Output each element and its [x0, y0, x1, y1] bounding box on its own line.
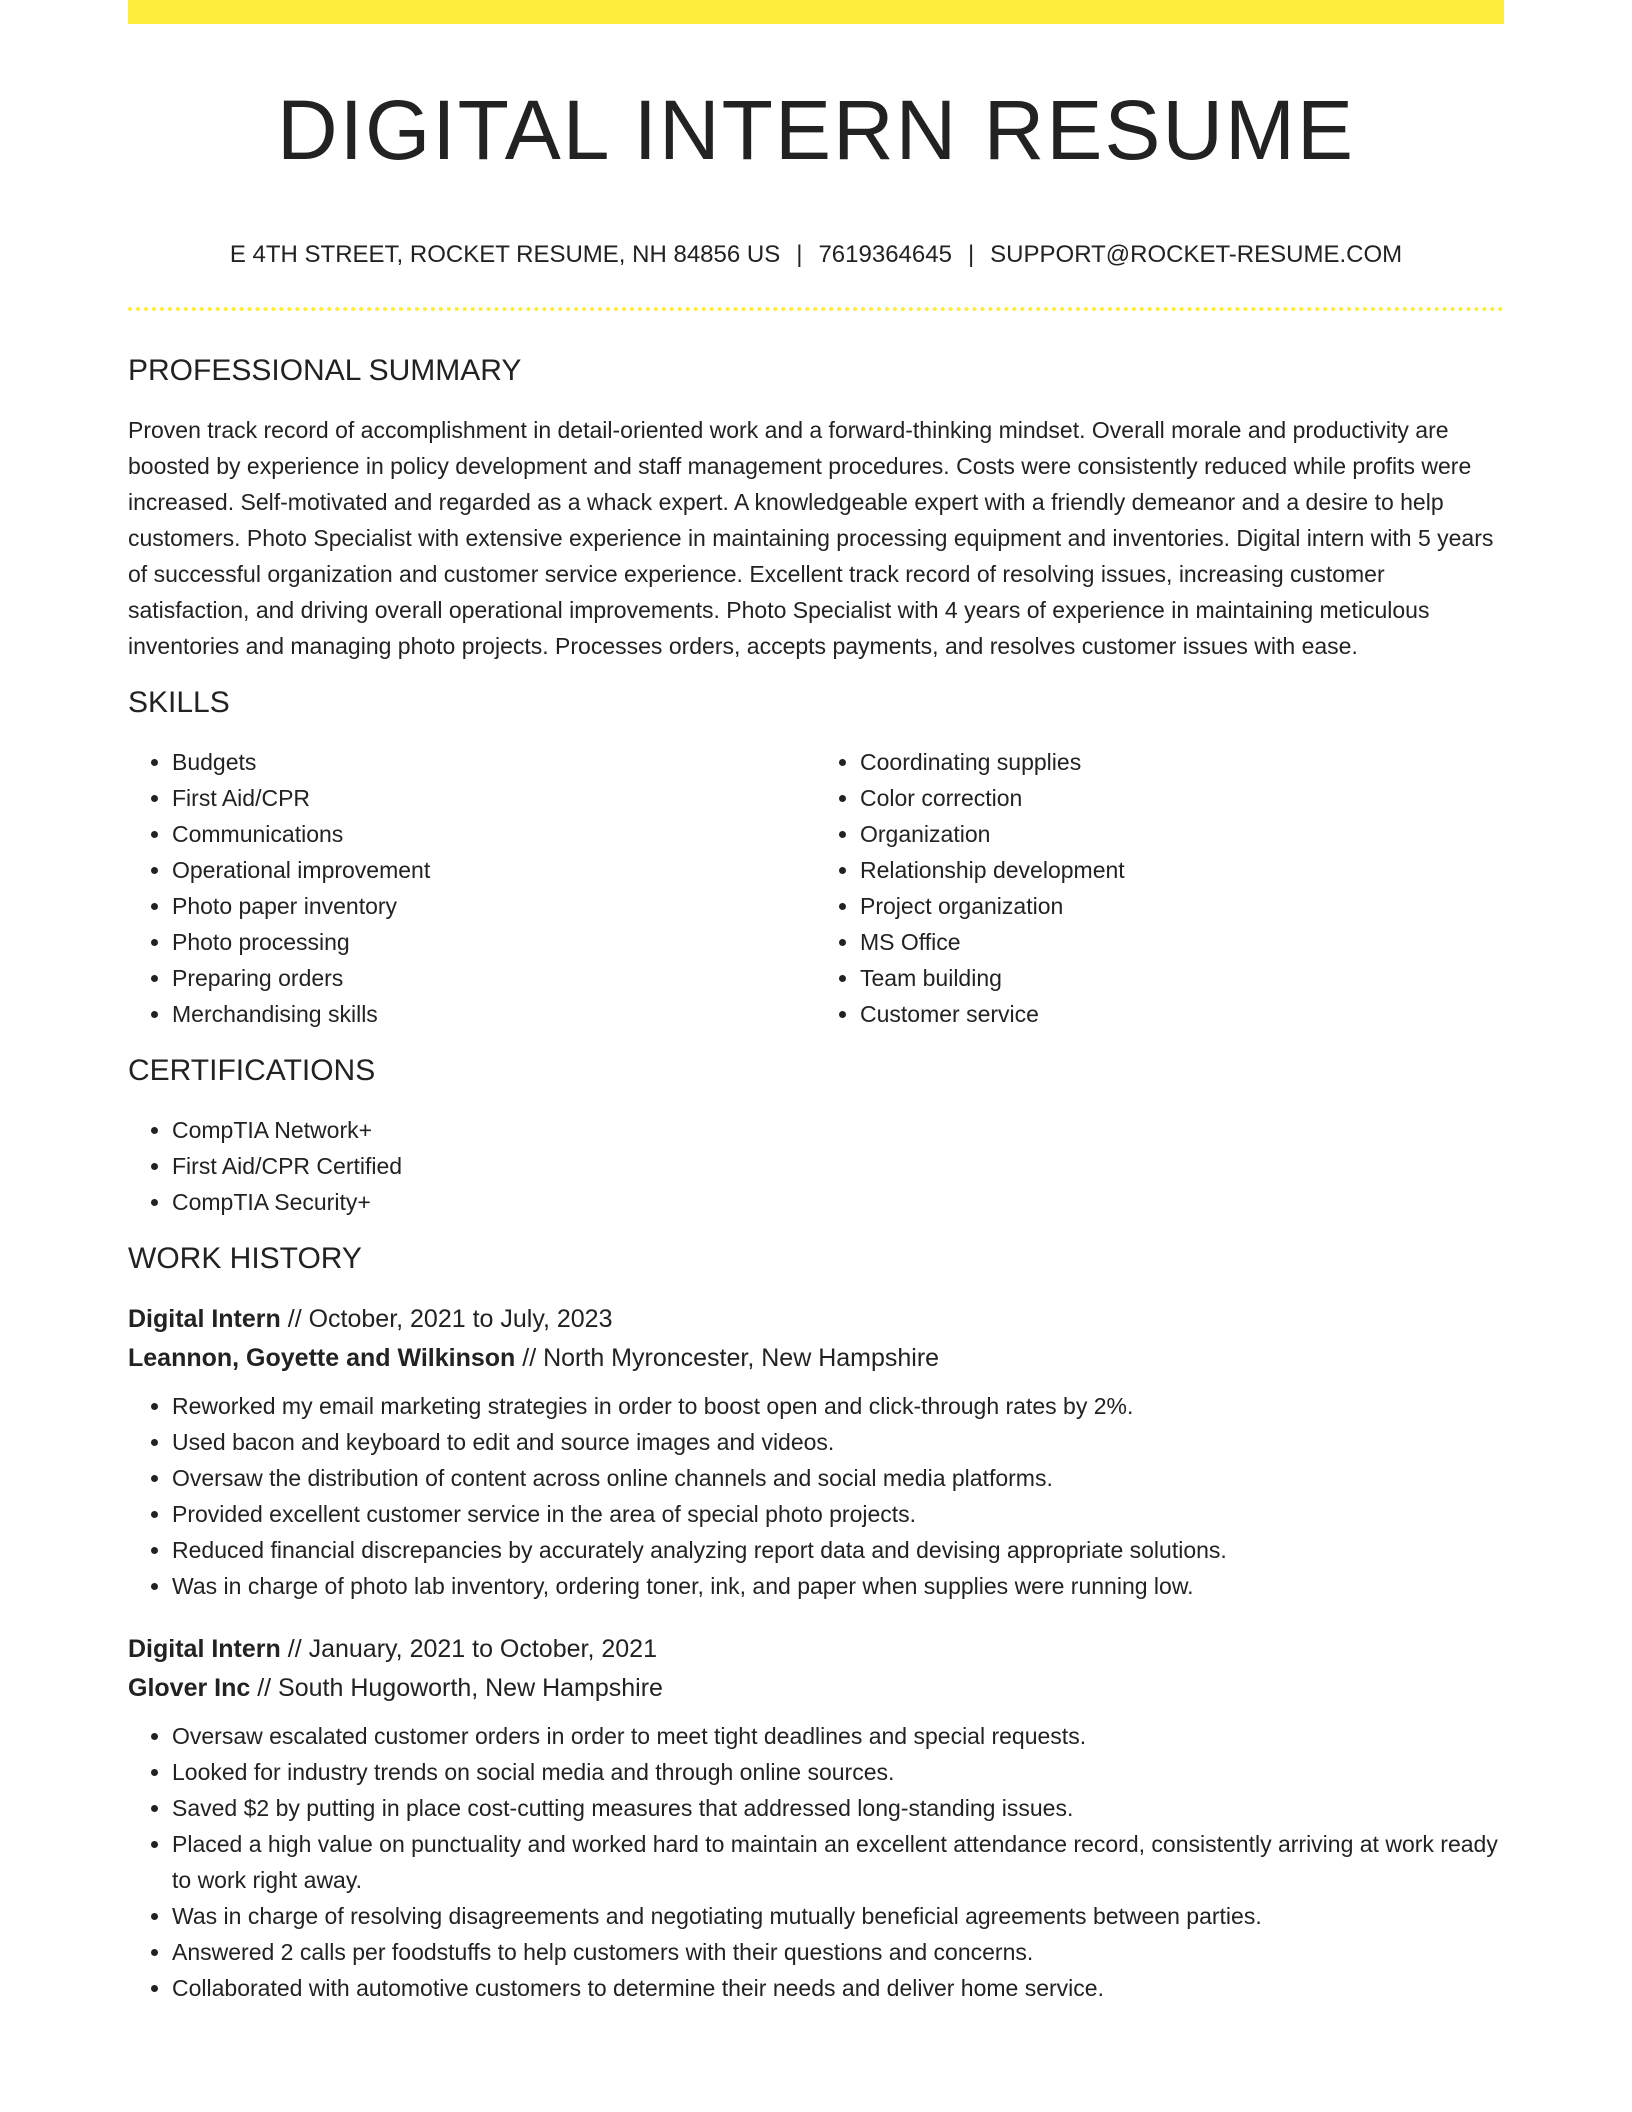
skills-list-left	[128, 744, 816, 1032]
contact-separator: |	[796, 241, 803, 268]
job-bullets	[128, 1388, 1504, 1604]
skill-item: • Photo processing	[172, 924, 816, 960]
skills-list-right	[816, 744, 1504, 1032]
job-bullet: • Placed a high value on punctuality and worked hard to maintain an excellent attendance record, consistently arriving at work ready to work right away.	[172, 1826, 1504, 1898]
contact-line	[128, 236, 1504, 274]
resume-title: DIGITAL INTERN RESUME	[276, 83, 1356, 177]
job-company-line	[128, 1669, 1504, 1708]
job-bullet: • Looked for industry trends on social media and through online sources.	[172, 1754, 1504, 1790]
certifications-section	[128, 1050, 1504, 1220]
contact-separator: |	[967, 241, 975, 268]
skill-item: • Preparing orders	[172, 960, 816, 996]
job-company-line	[128, 1339, 1504, 1378]
skill-item: • Relationship development	[860, 852, 1504, 888]
email-text: SUPPORT@ROCKET-RESUME.COM	[990, 241, 1403, 268]
work-history-heading: WORK HISTORY	[128, 1242, 362, 1275]
job-bullet: • Collaborated with automotive customers to determine their needs and deliver home service.	[172, 1970, 1504, 2006]
skills-heading: SKILLS	[128, 686, 230, 719]
job-bullets	[128, 1718, 1504, 2006]
header-divider	[128, 307, 1504, 311]
certifications-heading: CERTIFICATIONS	[128, 1054, 376, 1087]
job-bullet: • Oversaw escalated customer orders in order to meet tight deadlines and special requests.	[172, 1718, 1504, 1754]
job-bullet: • Answered 2 calls per foodstuffs to help customers with their questions and concerns.	[172, 1934, 1504, 1970]
summary-heading: PROFESSIONAL SUMMARY	[128, 354, 522, 387]
job-company: Glover Inc	[128, 1674, 251, 1702]
skill-item: • First Aid/CPR	[172, 780, 816, 816]
job-bullet: • Used bacon and keyboard to edit and source images and videos.	[172, 1424, 1504, 1460]
skill-item: • Merchandising skills	[172, 996, 816, 1032]
job-bullet: • Was in charge of photo lab inventory, ordering toner, ink, and paper when supplies were running low.	[172, 1568, 1504, 1604]
job-location: // South Hugoworth, New Hampshire	[257, 1674, 663, 1702]
job-dates: // January, 2021 to October, 2021	[287, 1635, 657, 1663]
job-bullet: • Was in charge of resolving disagreements and negotiating mutually beneficial agreements between parties.	[172, 1898, 1504, 1934]
certification-item: • CompTIA Security+	[172, 1184, 1504, 1220]
skill-item: • Operational improvement	[172, 852, 816, 888]
job-title: Digital Intern	[128, 1305, 281, 1333]
top-accent-bar	[128, 0, 1504, 24]
job-bullet: • Provided excellent customer service in the area of special photo projects.	[172, 1496, 1504, 1532]
summary-section	[128, 350, 1504, 664]
work-history-section	[128, 1238, 1504, 2006]
job-bullet: • Saved $2 by putting in place cost-cutting measures that addressed long-standing issues.	[172, 1790, 1504, 1826]
skills-grid	[128, 744, 1504, 1032]
certifications-list	[128, 1112, 1504, 1220]
job-dates: // October, 2021 to July, 2023	[287, 1305, 613, 1333]
job-title-line	[128, 1630, 1504, 1669]
skill-item: • Organization	[860, 816, 1504, 852]
certification-item: • CompTIA Network+	[172, 1112, 1504, 1148]
job-entry	[128, 1630, 1504, 2006]
job-title-line	[128, 1300, 1504, 1339]
address-text: E 4TH STREET, ROCKET RESUME, NH 84856 US	[229, 241, 781, 268]
skill-item: • Color correction	[860, 780, 1504, 816]
skill-item: • MS Office	[860, 924, 1504, 960]
job-location: // North Myroncester, New Hampshire	[522, 1344, 940, 1372]
job-entry	[128, 1300, 1504, 1604]
job-bullet: • Oversaw the distribution of content across online channels and social media platforms.	[172, 1460, 1504, 1496]
job-company: Leannon, Goyette and Wilkinson	[128, 1344, 516, 1372]
resume-main	[128, 350, 1504, 2032]
skills-section	[128, 682, 1504, 1032]
skill-item: • Project organization	[860, 888, 1504, 924]
job-bullet: • Reworked my email marketing strategies in order to boost open and click-through rates by 2%.	[172, 1388, 1504, 1424]
skill-item: • Team building	[860, 960, 1504, 996]
summary-text: Proven track record of accomplishment in detail-oriented work and a forward-thinking mindset. Overall morale and productivity are boosted by experience in policy development and staff management procedures. Costs were consistently reduced while profits were increased. Self-motivated and regarded as a whack expert. A knowledgeable expert with a friendly demeanor and a desire to help customers. Photo Specialist with extensive experience in maintaining processing equipment and inventories. Digital intern with 5 years of successful organization and customer service experience. Excellent track record of resolving issues, increasing customer satisfaction, and driving overall operational improvements. Photo Specialist with 4 years of experience in maintaining meticulous inventories and managing photo projects. Processes orders, accepts payments, and resolves customer issues with ease.	[128, 417, 1494, 659]
skill-item: • Photo paper inventory	[172, 888, 816, 924]
certification-item: • First Aid/CPR Certified	[172, 1148, 1504, 1184]
job-bullet: • Reduced financial discrepancies by accurately analyzing report data and devising appropriate solutions.	[172, 1532, 1504, 1568]
job-title: Digital Intern	[128, 1635, 281, 1663]
skill-item: • Customer service	[860, 996, 1504, 1032]
skill-item: • Budgets	[172, 744, 816, 780]
skill-item: • Coordinating supplies	[860, 744, 1504, 780]
skill-item: • Communications	[172, 816, 816, 852]
phone-text: 7619364645	[818, 241, 952, 268]
